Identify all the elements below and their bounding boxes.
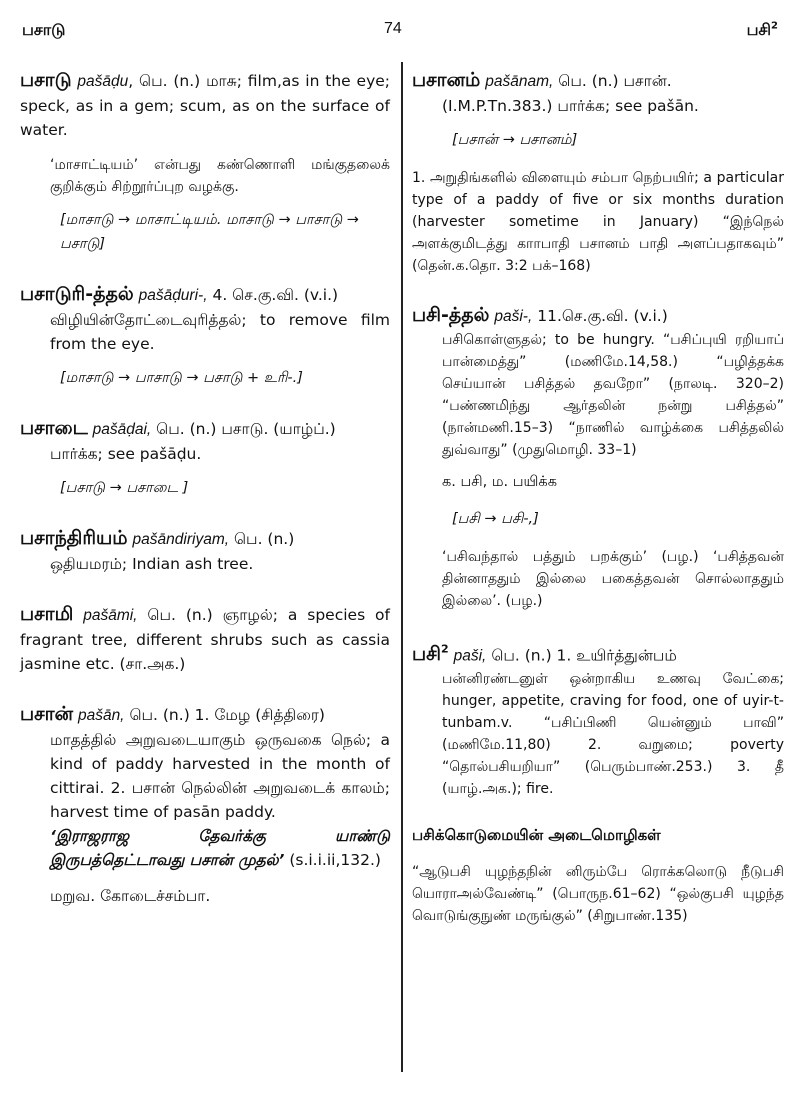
usage-note: ‘மாசாட்டியம்’ என்பது கண்ணொளி மங்குதலைக் குறிக்கும் சிற்றூர்ப்புற வழக்கு. — [50, 157, 390, 195]
part-of-speech: பெ. (n.) 1. உயிர்த்துன்பம் — [491, 645, 677, 664]
entry-line — [412, 68, 784, 94]
entry-line — [20, 416, 390, 442]
part-of-speech: , பெ. (n.) — [128, 72, 201, 90]
entry-line — [20, 602, 390, 676]
left-column — [20, 68, 390, 934]
entry-line — [20, 526, 390, 552]
running-head-right-sup: 2 — [771, 20, 778, 32]
running-head-left: பசாடு — [22, 20, 66, 39]
entry-pasi-2 — [412, 638, 784, 800]
running-head-right-text: பசி — [746, 20, 772, 39]
definition: மாதத்தில் அறுவடையாகும் ஒருவகை நெல்; a kind of paddy harvested in the month of cittirai. 2. பசான் நெல்லின் அறுவடைக் காலம்; harvest time of pasān paddy. — [50, 731, 390, 821]
etymology: [மாசாடு → மாசாட்டியம். மாசாடு → பாசாடு → பசாடு] — [60, 212, 359, 252]
sense: 1. அறுதிங்களில் விளையும் சம்பா நெற்பயிர்; a particular type of a paddy of five or six months duration (harvester sometime in January) “இந்நெல் அளக்குமிடத்து காாபாதி பசானம் பாதி அளப்பதாகவும்” (தென்.க.தொ. 3:2 பக்–168) — [412, 169, 784, 274]
entry-line — [412, 303, 784, 329]
headword: பசி-த்தல் — [412, 303, 490, 326]
transliteration: pašān, — [77, 707, 125, 724]
definition: ஒதியமரம்; Indian ash tree. — [50, 555, 254, 573]
right-column — [412, 68, 784, 953]
etymology: [பசாடு → பசாடை ] — [60, 480, 189, 496]
entry-pasandiriyam — [20, 526, 390, 576]
definition: பார்க்க; see pašāḍu. — [50, 445, 202, 463]
transliteration: paši, — [453, 646, 487, 664]
etymology: [பசி → பசி-,] — [452, 511, 539, 527]
transliteration: pašāḍuri-, — [138, 287, 208, 304]
proverbs: ‘பசிவந்தால் பத்தும் பறக்கும்’ (பழ.) ‘பசித்தவன் தின்னாததும் இல்லை பகைத்தவன் சொல்லாததும் இல்லை’. (பழ.) — [442, 548, 784, 609]
entry-line — [412, 638, 784, 668]
transliteration: pašāndiriyam, — [132, 531, 230, 548]
quotation-source: (s.i.i.ii,132.) — [289, 851, 381, 869]
etymology: [பசான் → பசானம்] — [452, 132, 578, 148]
part-of-speech: பெ. (n.) பசான். — [558, 72, 672, 90]
part-of-speech: 4. செ.கு.வி. (v.i.) — [212, 286, 339, 304]
quotation: ‘இராஜராஜ தேவர்க்கு யாண்டு இருபத்தெட்டாவது பசான் முதல்’ — [50, 827, 390, 869]
quotation-line — [20, 824, 390, 872]
entry-line — [20, 702, 390, 728]
column-divider — [401, 62, 403, 1072]
entry-pasadu — [20, 68, 390, 256]
entry-pasan — [20, 702, 390, 908]
section-heading: பசிக்கொடுமையின் அடைமொழிகள் — [412, 825, 661, 844]
homonym-number: 2 — [441, 642, 449, 656]
page-number: 74 — [384, 20, 402, 37]
part-of-speech: பெ. (n.) பசாடு. (யாழ்ப்.) — [156, 420, 336, 438]
entry-pasadai — [20, 416, 390, 500]
entry-pasaduri — [20, 282, 390, 390]
part-of-speech: 11.செ.கு.வி. (v.i.) — [537, 306, 668, 325]
definition: ஞாழல்; a species of fragrant tree, different shrubs such as cassia jasmine etc. (சா.அக.) — [20, 606, 390, 673]
section-epithets — [412, 826, 784, 927]
etymology: [மாசாடு → பாசாடு → பசாடு + உரி-.] — [60, 370, 303, 386]
headword-text: பசி — [412, 642, 442, 665]
part-of-speech: பெ. (n.) 1. மேழ (சித்திரை) — [129, 706, 325, 724]
headword — [412, 643, 449, 665]
transliteration: pašāḍai, — [92, 421, 152, 438]
entry-pasami — [20, 602, 390, 676]
definition: பசிகொள்ளுதல்; to be hungry. “பசிப்புயி ரறியாப் பான்மைத்து” (மணிமே.14,58.) “பழித்தக்க செய்யான் பசித்தல் தவறோ” (நாலடி. 320–2) “பண்ணமிந்து ஆர்தலின் நன்று பசித்தல்” (நான்மணி.15–3) “நாணில் வாழ்க்கை பசித்தலில் துவ்வாது” (முதுமொழி. 33–1) — [442, 331, 784, 458]
transliteration: pašāmi, — [83, 607, 138, 624]
entry-pasi-ttal — [412, 303, 784, 612]
definition: விழியின்தோட்டைவுரித்தல்; to remove film from the eye. — [50, 311, 390, 353]
headword: பசாடை — [20, 417, 88, 439]
definition: மாசு; film,as in the eye; speck, as in a gem; scum, as on the surface of water. — [20, 72, 390, 139]
part-of-speech: பெ. (n.) — [147, 606, 213, 624]
headword: பசாடுரி-த்தல் — [20, 283, 134, 305]
headword: பசான் — [20, 703, 74, 725]
headword: பசாமி — [20, 603, 74, 625]
definition: (I.M.P.Tn.383.) பார்க்க; see pašān. — [442, 97, 699, 115]
entry-pasanam — [412, 68, 784, 277]
headword: பசாடு — [20, 69, 72, 91]
transliteration: pašānam, — [485, 73, 554, 90]
transliteration: paši-, — [494, 307, 533, 325]
running-head-right — [747, 20, 778, 41]
headword: பசானம் — [412, 69, 481, 91]
entry-line — [20, 282, 390, 308]
part-of-speech: பெ. (n.) — [233, 530, 295, 548]
definition: பன்னிரண்டனுள் ஒன்றாகிய உணவு வேட்கை; hunger, appetite, craving for food, one of uyir-t-tunbam.v. “பசிப்பிணி யென்னும் பாவி” (மணிமே.11,80) 2. வறுமை; poverty “தொல்பசியறியா” (பெரும்பாண்.253.) 3. தீ (யாழ்.அக.); fire. — [442, 670, 784, 797]
section-body: “ஆடுபசி யுழந்தநின் னிரும்பே ரொக்கலொடு நீடுபசி யொராஅல்வேண்டி” (பொருந.61–62) “ஒல்குபசி யுழந்த வொடுங்குநுண் மருங்குல்” (சிறுபாண்.135) — [412, 863, 784, 924]
transliteration: pašāḍu — [77, 73, 129, 90]
entry-line — [20, 68, 390, 142]
headword: பசாந்திரியம் — [20, 527, 128, 549]
cognates: க. பசி, ம. பயிக்க — [442, 473, 557, 490]
synonym: மறுவ. கோடைச்சம்பா. — [50, 887, 211, 905]
